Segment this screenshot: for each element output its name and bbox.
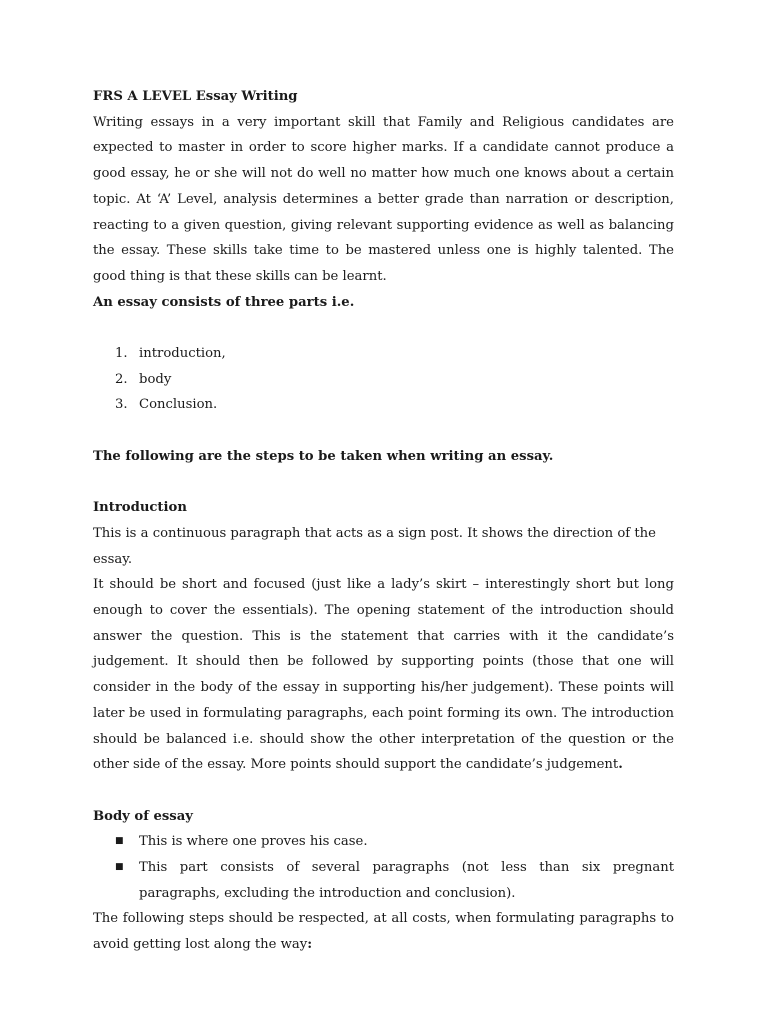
list-item xyxy=(93,829,674,855)
body-heading: Body of essay xyxy=(93,808,193,824)
spacer xyxy=(93,418,674,444)
list-item xyxy=(93,392,674,418)
square-bullet-icon: ■ xyxy=(115,836,124,847)
intro-paragraph: Writing essays in a very important skill that Family and Religious candidates are expected to master in order to score higher marks. If a candidate cannot produce a good essay, he or she will not do well no matter how much one knows about a certain topic. At ‘A’ Level, analysis determines a better grade than narration or description, reacting to a given question, giving relevant supporting evidence as well as balancing the essay. These skills take time to be mastered unless one is highly talented. The good thing is that these skills can be learnt. xyxy=(93,114,674,284)
body-closing-text: The following steps should be respected, at all costs, when formulating paragraphs to avoid getting lost along the way xyxy=(93,911,674,953)
spacer xyxy=(93,470,674,496)
list-item xyxy=(93,367,674,393)
introduction-heading: Introduction xyxy=(93,500,187,516)
list-item-text: body xyxy=(139,371,172,387)
list-number: 1. xyxy=(115,346,128,362)
list-item-text: This part consists of several paragraphs (not less than six pregnant paragraphs, excluding the introduction and conclusion). xyxy=(139,860,674,901)
spacer xyxy=(93,778,674,804)
list-item-text: introduction, xyxy=(139,346,226,362)
introduction-paragraph-text: It should be short and focused (just like a lady’s skirt – interestingly short but long enough to cover the essentials). The opening statement of the introduction should answer the question. This is the statement that carries with it the candidate’s judgement. It should then be followed by supporting points (those that one will consider in the body of the essay in supporting his/her judgement). These points will later be used in formulating paragraphs, each point forming its own. The introduction should be balanced i.e. should show the other interpretation of the question or the other side of the essay. More points should support the candidate’s judgement xyxy=(93,577,674,773)
body-closing-paragraph xyxy=(93,906,674,957)
document-title: FRS A LEVEL Essay Writing xyxy=(93,89,298,104)
list-item-text: This is where one proves his case. xyxy=(139,834,368,850)
spacer xyxy=(93,315,674,341)
introduction-paragraph xyxy=(93,572,674,778)
list-number: 2. xyxy=(115,371,128,387)
list-number: 3. xyxy=(115,397,128,413)
square-bullet-icon: ■ xyxy=(115,862,124,873)
list-item-text: Conclusion. xyxy=(139,397,218,413)
body-points-list xyxy=(93,829,674,906)
introduction-first-line: This is a continuous paragraph that acts as a sign post. It shows the direction of the essay. xyxy=(93,525,656,567)
parts-heading: An essay consists of three parts i.e. xyxy=(93,294,355,310)
list-item xyxy=(93,855,674,906)
parts-list xyxy=(93,341,674,418)
list-item xyxy=(93,341,674,367)
steps-heading: The following are the steps to be taken when writing an essay. xyxy=(93,448,554,464)
document-page xyxy=(93,84,674,958)
introduction-paragraph-end: . xyxy=(618,757,623,773)
body-closing-end: : xyxy=(307,937,313,953)
